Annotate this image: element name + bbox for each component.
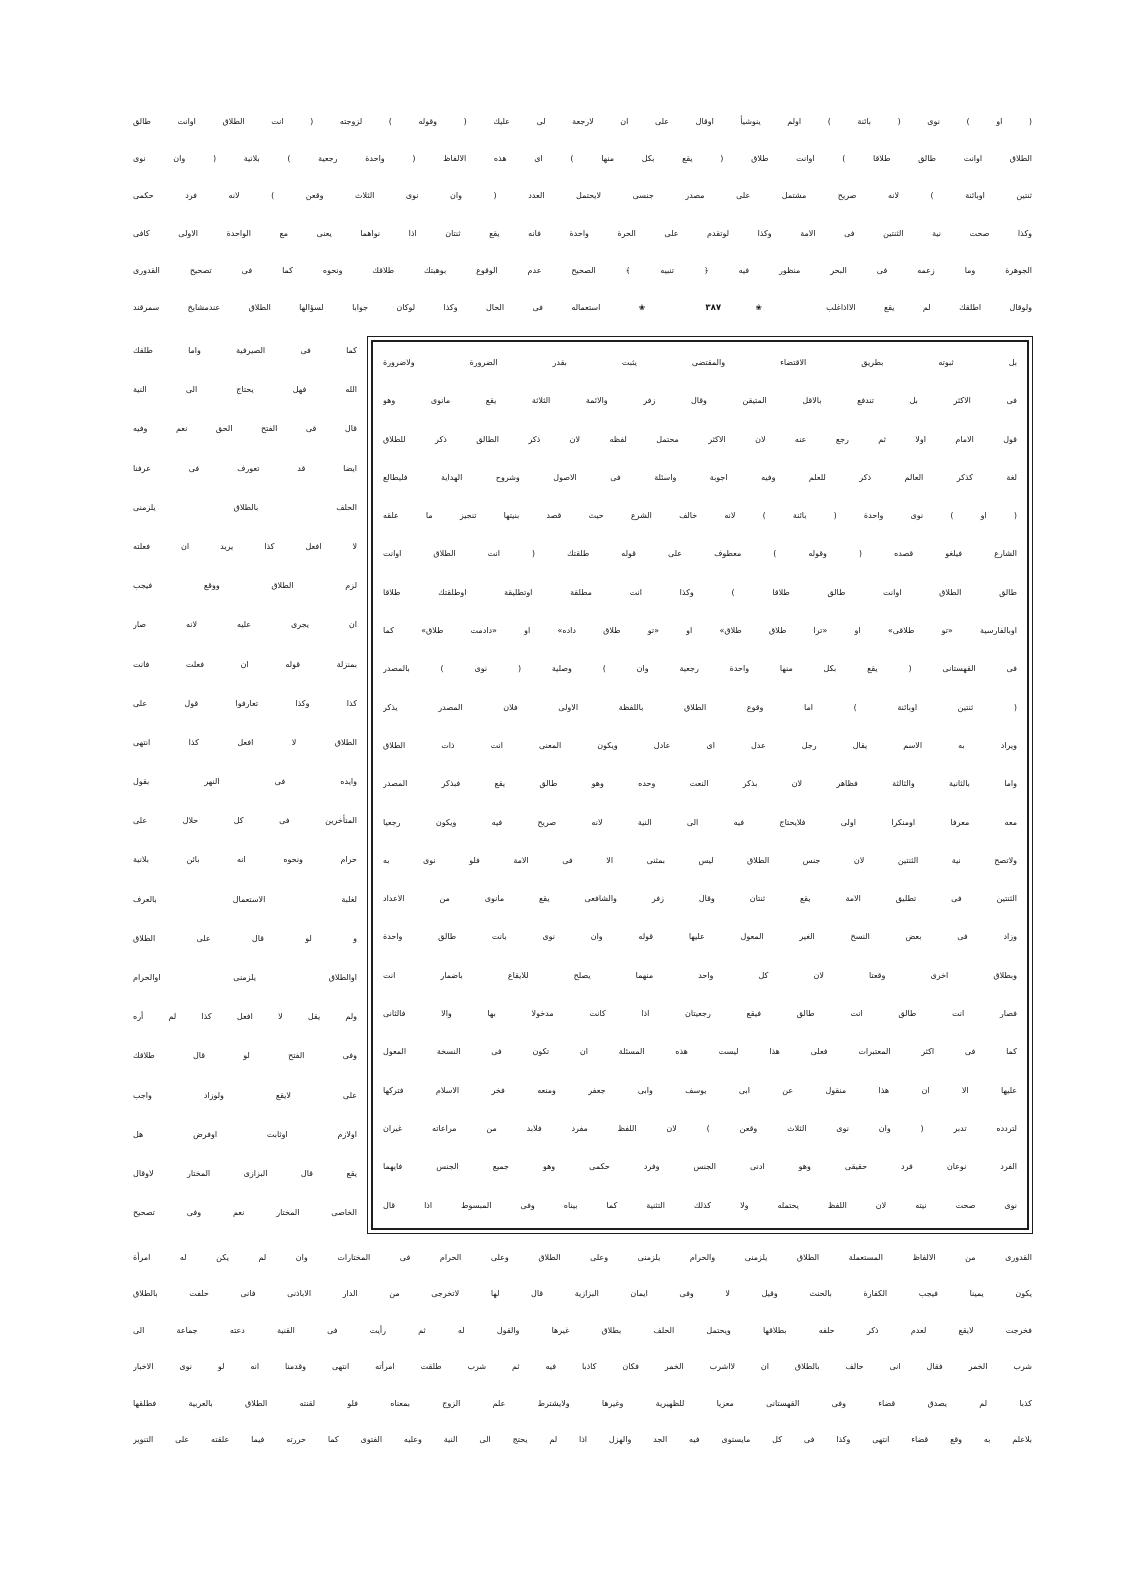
commentary-line: قول الامام اولا ثم رجع عنه لان الاكثر محتمل لفظه لان ذكر الطالق ذكر للطلاق: [383, 434, 1017, 444]
margin-note-line: اولازم اوثابت اوفرض هل: [133, 1129, 357, 1139]
commentary-line: نوى صحت نيته لان اللفظ يحتمله ولا كذلك التثنية كما بيناه وفى المبسوط اذا قال: [383, 1200, 1017, 1210]
margin-note-line: لزم الطلاق ووقع فيجب: [133, 581, 357, 591]
header-text-line: ( او ) نوى ( بائنة ) اولم ينوشيأ اوقال على ان لارجعة لى عليك ( وقوله ) لزوجته ( انت الطلاق اوانت طالق: [133, 117, 1032, 126]
margin-note-line: كذا وكذا تعارفوا قول على: [133, 698, 357, 708]
commentary-line: لغة كذكر العالم ذكر للعلم وفيه اجوبة واسئلة فى الاصول وشروح الهداية فليطالع: [383, 472, 1017, 482]
commentary-line: فصار انت طالق انت طالق فيقع رجعيتان اذا كانت مدخولا بها والا فالثانى: [383, 1009, 1017, 1019]
rosette-ornament-icon: [756, 303, 788, 312]
margin-note-line: حرام ونحوه انه بائن بلانية: [133, 855, 357, 865]
margin-note-line: الحلف بالطلاق يلزمنى: [133, 502, 357, 512]
margin-note-line: ايضا قد تعورف فى عرفنا: [133, 463, 357, 473]
margin-note-line: و لو قال على الطلاق: [133, 933, 357, 943]
commentary-line: اوبالفارسية «تو طلاقى» او «ترا طلاق طلاق» او «تو طلاق داده» او «دادمت طلاق» كما: [383, 626, 1017, 636]
footer-text-line: شرب الخمر فقال انى حالف بالطلاق ان لااشرب الخمر فكان كاذبا فيه ثم شرب طلقت امرأته انتهى وقدمنا انه لو نوى الاخبار: [133, 1362, 1032, 1372]
footer-text-block: [133, 1240, 1032, 1460]
commentary-line: ولاتصح نية الثنتين لان جنس الطلاق ليس بمثنى الا فى الامة فلو نوى به: [383, 855, 1017, 865]
footer-text-line: بلاعلم به وقع قضاء انتهى وكذا فى كل مايستوى فيه الجد والهزل اذا لم يحتج الى النية وعليه الفتوى كما حررته فيما علقته على التنوير: [133, 1434, 1032, 1444]
commentary-line: الشارع فيلغو قصده ( وقوله ) معطوف على قوله طلقتك ( انت الطلاق اوانت: [383, 549, 1017, 559]
commentary-line: واما بالثانية والثالثة فظاهر لان بذكر النعت وحده وهو طالق يقع فبذكر المصدر: [383, 779, 1017, 789]
margin-note-line: يقع قال البزازى المختار لاوقال: [133, 1168, 357, 1178]
header-text-segment: ولوقال اطلقك لم يقع الااذاغلب: [826, 302, 1032, 312]
commentary-line: ( او ) نوى واحدة ( بائنة ) لانه خالف الشرع حيث قصد بنيتها تنجيز ما علقه: [383, 511, 1017, 521]
commentary-line: وزاد فى بعض النسخ الغير المعول عليها قوله وان نوى بانت طالق واحدة: [383, 932, 1017, 942]
commentary-line: الفرد نوعان فرد حقيقى وهو ادنى الجنس وفرد حكمى وهو جميع الجنس فايهما: [383, 1162, 1017, 1172]
commentary-box: [367, 336, 1033, 1234]
commentary-line: معه معرفا اومنكرا اولى فلايحتاج فيه الى النية لانه صريح فيه ويكون رجعيا: [383, 817, 1017, 827]
margin-note-line: اوالطلاق يلزمنى اوالحرام: [133, 973, 357, 982]
margin-note-line: لا افعل كذا يريد ان فعلته: [133, 541, 357, 551]
commentary-line: عليها الا ان هذا منقول عن ابى يوسف وابى جعفر ومنعه فخر الاسلام فتركها: [383, 1085, 1017, 1095]
margin-note-line: المتأخرين فى كل حلال على: [133, 816, 357, 826]
footer-text-line: القدورى من الالفاظ المستعملة الطلاق يلزمنى والحرام يلزمنى وعلى الطلاق وعلى الحرام فى المختارات وان لم يكن له امرأة: [133, 1253, 1032, 1262]
header-text-line: وكذا صحت نية الثنتين فى الامة وكذا لوتقدم على الحرة واحدة فانه يقع ثنتان اذا نواهما يعنى مع الواحدة الاولى كافى: [133, 228, 1032, 238]
margin-note-line: قال فى الفتح الحق نعم وفيه: [133, 424, 357, 434]
commentary-line: طالق الطلاق اوانت طالق طلاقا ) وكذا انت مطلقة اوتطليقة اوطلقتك طلاقا: [383, 587, 1017, 597]
header-text-line-with-page-number: [133, 289, 1032, 326]
commentary-line: بل ثبوته بطريق الاقتضاء والمقتضى يثبت بقدر الضرورة ولاضرورة: [383, 358, 1017, 367]
margin-note-line: على لايقع ولوزاد واجب: [133, 1090, 357, 1100]
commentary-line: ( ثنتين اوبائنة ) اما وقوع الطلاق باللفظة الاولى فلان المصدر يذكر: [383, 702, 1017, 712]
commentary-line: لتردده تدبر ( وان نوى الثلاث وقعن ) لان اللفظ مفرد فلابد من مراعاته غيران: [383, 1123, 1017, 1133]
margin-note-line: ان يجرى عليه لانه صار: [133, 620, 357, 630]
header-text-line: الطلاق اوانت طالق طلاقا ) اوانت طلاق ( يقع بكل منها ) اى هذه الالفاظ ( واحدة رجعية ) بلانية ( وان نوى: [133, 154, 1032, 164]
margin-note-line: لغلبة الاستعمال بالعرف: [133, 894, 357, 904]
commentary-line: وبطلاق اخرى وقعتا لان كل واحد منهما يصلح للايقاع باضمار انت: [383, 970, 1017, 980]
commentary-line: ويراد به الاسم يقال رجل عدل اى عادل ويكون المعنى انت ذات الطلاق: [383, 740, 1017, 750]
commentary-line: فى الاكثر بل تندفع بالاقل المتيقن وقال زفر والائمة الثلاثة يقع مانوى وهو: [383, 396, 1017, 406]
footer-text-line: فخرجت لايقع لعدم ذكر حلفه بطلاقها ويحتمل الحلف بطلاق غيرها والقول له ثم رأيت فى القنية دعته جماعة الى: [133, 1325, 1032, 1335]
header-text-line: ثنتين اوبائنة ) لانه صريح مشتمل على مصدر جنسى لايحتمل العدد ( وان نوى الثلاث وقعن ) لانه فرد حكمى: [133, 191, 1032, 201]
margin-note-line: وفى الفتح لو قال طلاقك: [133, 1051, 357, 1061]
margin-note-line: بمنزلة قوله ان فعلت فانت: [133, 659, 357, 669]
header-text-line: الجوهرة وما زعمه فى البحر منظور فيه ﴿ تنبيه ﴾ الصحيح عدم الوقوع بوهبتك طلاقك ونحوه كما فى تصحيح القدورى: [133, 265, 1032, 275]
page-number: ٣٨٧: [705, 302, 722, 313]
header-text-block: [133, 103, 1032, 327]
margin-note-line: الطلاق لا افعل كذا انتهى: [133, 737, 357, 747]
header-text-segment: استعماله فى الحال وكذا لوكان جوابا لسؤالها الطلاق عندمشايخ سمرقند: [133, 302, 601, 312]
commentary-line: كما فى اكثر المعتبرات فعلى هذا ليست هذه المسئلة ان تكون فى النسخة المعول: [383, 1047, 1017, 1057]
commentary-line: الثنتين فى تطليق الامة يقع ثنتان وقال زفر والشافعى يقع مانوى من الاعداد: [383, 894, 1017, 904]
margin-note-line: الله فهل يحتاج الى النية: [133, 385, 357, 395]
margin-note-line: وايده فى النهر بقول: [133, 777, 357, 787]
rosette-ornament-icon: [639, 303, 671, 312]
commentary-box-inner-frame: [371, 340, 1029, 1230]
footer-text-line: يكون يمينا فيجب الكفارة بالحنث وقيل لا وفى ايمان البزازية قال لها لاتخرجى من الدار الاباذنى فانى حلفت بالطلاق: [133, 1289, 1032, 1299]
margin-note-line: كما فى الصيرفية واما طلقك: [133, 346, 357, 355]
margin-note-column: [133, 331, 357, 1234]
margin-note-line: الخاصى المختار نعم وفى تصحيح: [133, 1208, 357, 1218]
footer-text-line: كذبا لم يصدق قضاء وفى القهستانى معزيا للظهيرية وغيرها ولايشترط علم الزوج بمعناه فلو لقنته الطلاق بالعربية فطلقها: [133, 1398, 1032, 1408]
commentary-line: فى القهستانى ( يقع بكل منها واحدة رجعية وان ) وصلية ( نوى ) بالمصدر: [383, 664, 1017, 674]
margin-note-line: ولم يقل لا افعل كذا لم أره: [133, 1012, 357, 1022]
page-number-group: [600, 303, 797, 312]
